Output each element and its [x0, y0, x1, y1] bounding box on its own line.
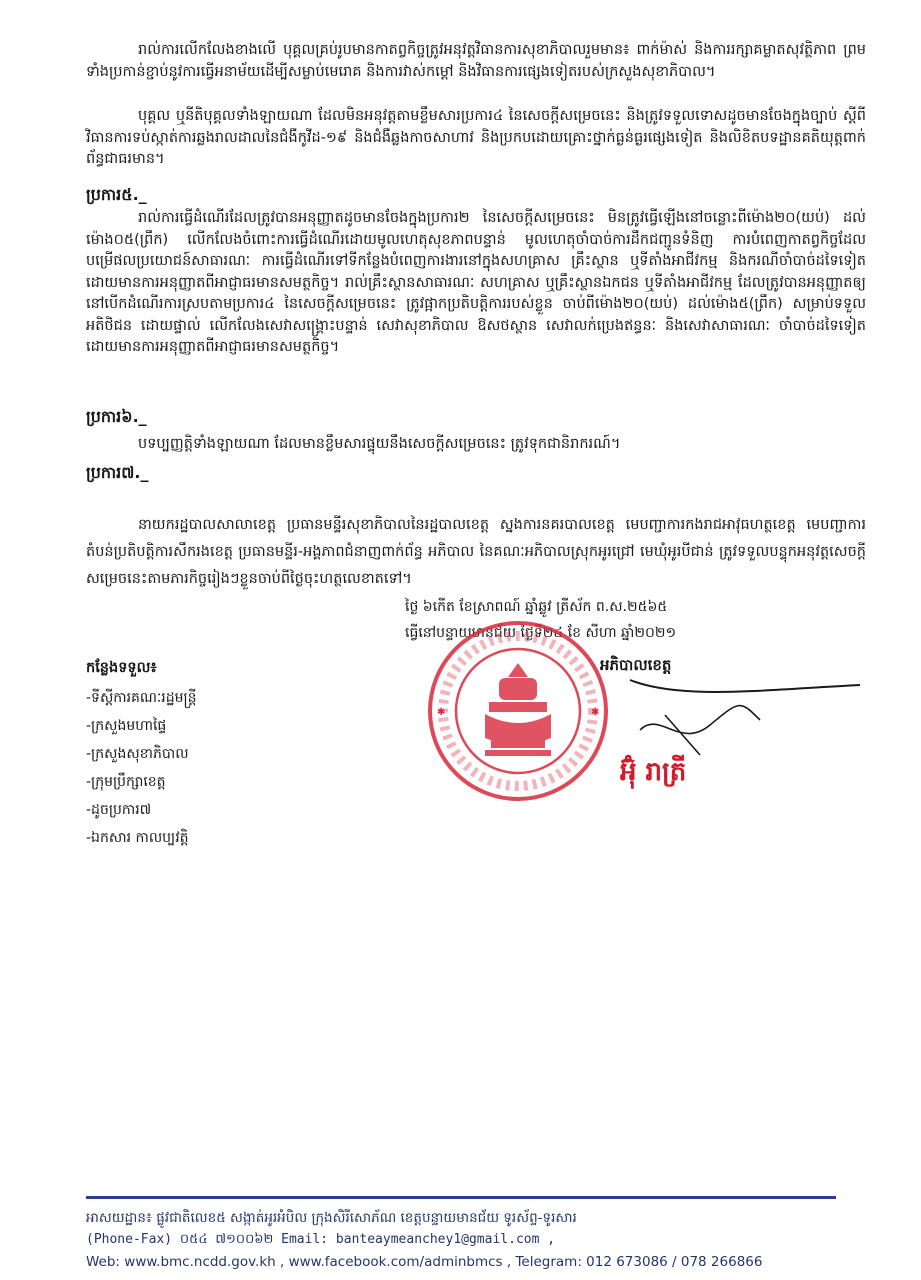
official-seal-icon — [425, 618, 611, 804]
svg-text:✱: ✱ — [591, 707, 600, 718]
recipient-item: -ឯកសារ កាលប្បវត្តិ — [86, 830, 189, 846]
footer-address: អាសយដ្ឋាន៖ ផ្លូវជាតិលេខ៥ សង្កាត់អូរអំបិល ក្រុងសិរីសោភ័ណ ខេត្តបន្ទាយមានជ័យ ទូរស័ព្ទ-ទូរសារ — [86, 1210, 577, 1226]
recipients-title: កន្លែងទទួល៖ — [86, 660, 157, 676]
footer-web: Web: www.bmc.ncdd.gov.kh , www.facebook.com/adminbmcs , Telegram: 012 673086 / 078 266866 — [86, 1254, 763, 1270]
footer-divider — [86, 1196, 836, 1199]
governor-name: អ៊ុំ រាត្រី — [620, 757, 687, 787]
recipient-item: -ក្រុមប្រឹក្សាខេត្ត — [86, 774, 166, 790]
paragraph-article-7 — [86, 512, 866, 593]
paragraph-penalties-text: បុគ្គល ឬនីតិបុគ្គលទាំងឡាយណា ដែលមិនអនុវត្តតាមខ្លឹមសារប្រការ៤ នៃសេចក្តីសម្រេចនេះ និងត្រូវទទួលទោសដូចមានចែងក្នុងច្បាប់ ស្តីពីវិធានការទប់ស្កាត់ការឆ្លងរាលដាលនៃជំងឺកូវីដ-១៩ និងជំងឺឆ្លងកាចសាហាវ និងប្រកបដោយគ្រោះថ្នាក់ធ្ងន់ធ្ងរផ្សេងទៀត និងលិខិតបទដ្ឋានគតិយុត្តពាក់ព័ន្ធជាធរមាន។ — [86, 108, 866, 167]
paragraph-precautions — [86, 40, 866, 83]
footer-contact: (Phone-Fax) ០៥៤ ៧១០០៦២ Email: banteaymeanchey1@gmail.com , — [86, 1232, 556, 1247]
recipient-item: -ក្រសួងសុខាភិបាល — [86, 746, 189, 762]
paragraph-article-6-text: បទប្បញ្ញត្តិទាំងឡាយណា ដែលមានខ្លឹមសារផ្ទុយនឹងសេចក្តីសម្រេចនេះ ត្រូវទុកជានិរាករណ៍។ — [138, 436, 621, 452]
solar-date: ធ្វើនៅបន្ទាយមានជ័យ ថ្ងៃទី២៤ ខែ សីហា ឆ្នាំ២០២១ — [405, 625, 677, 641]
lunar-date: ថ្ងៃ​ ៦កើត ខែស្រាពណ៍ ឆ្នាំឆ្លូវ ត្រីស័ក ព.ស.២៥៦៥ — [405, 599, 668, 615]
svg-text:✱: ✱ — [437, 707, 446, 718]
recipient-item: -ក្រសួងមហាផ្ទៃ — [86, 718, 167, 734]
heading-article-6: ប្រការ៦._ — [86, 407, 147, 426]
governor-title: អភិបាលខេត្ត — [600, 656, 672, 674]
signature-stroke-icon — [620, 670, 870, 760]
heading-article-7: ប្រការ៧._ — [86, 463, 149, 482]
heading-article-5: ប្រការ៥._ — [86, 185, 147, 204]
paragraph-precautions-text: រាល់ការលើកលែងខាងលើ បុគ្គលគ្រប់រូបមានកាតព្វកិច្ចត្រូវអនុវត្តវិធានការសុខាភិបាលរួមមាន៖ ពាក់ម៉ាស់ និងការរក្សាគម្លាតសុវត្ថិភាព ព្រមទាំងប្រកាន់ខ្ជាប់នូវការធ្វើអនាម័យដើម្បីសម្លាប់មេរោគ និងការវាស់កម្ដៅ និងវិធានការផ្សេងទៀតរបស់ក្រសួងសុខាភិបាល។ — [86, 42, 866, 80]
paragraph-penalties — [86, 106, 866, 171]
paragraph-article-7-text: នាយករដ្ឋបាលសាលាខេត្ត ប្រធានមន្ទីរសុខាភិបាលនៃរដ្ឋបាលខេត្ត ស្នងការនគរបាលខេត្ត មេបញ្ជាការកងរាជអាវុធហត្ថខេត្ត មេបញ្ជាការតំបន់ប្រតិបត្តិការសឹករងខេត្ត ប្រធានមន្ទីរ-អង្គភាពជំនាញពាក់ព័ន្ធ អភិបាល នៃគណៈអភិបាលស្រុកអូរជ្រៅ មេឃុំអូរបីជាន់ ត្រូវទទួលបន្ទុកអនុវត្តសេចក្តីសម្រេចនេះតាមភារកិច្ចរៀងៗខ្លួនចាប់ពីថ្ងៃចុះហត្ថលេខាតទៅ។ — [86, 517, 866, 587]
paragraph-article-6 — [86, 434, 866, 456]
recipient-item: -ទីស្តីការគណៈរដ្ឋមន្ត្រី — [86, 690, 197, 706]
recipient-item: -ដូចប្រការ៧ — [86, 802, 152, 818]
paragraph-article-5 — [86, 208, 866, 359]
paragraph-article-5-text: រាល់ការធ្វើដំណើរដែលត្រូវបានអនុញ្ញាតដូចមានចែងក្នុងប្រការ២ នៃសេចក្តីសម្រេចនេះ មិនត្រូវធ្វើឡើងនៅចន្លោះពីម៉ោង២០(យប់) ដល់ម៉ោង០៥(ព្រឹក) លើកលែងចំពោះការធ្វើដំណើរដោយមូលហេតុសុខភាពបន្ទាន់ មូលហេតុចាំបាច់ការដឹកជញ្ជូនទំនិញ ការបំពេញកាតព្វកិច្ចដែលបម្រើផលប្រយោជន៍សាធារណៈ ការធ្វើដំណើរទៅទីកន្លែងបំពេញការងារនៅក្នុងសហគ្រាស គ្រឹះស្ថាន ឬទីតាំងអាជីវកម្ម និងករណីចាំបាច់ដទៃទៀតដោយមានការអនុញ្ញាតពីអាជ្ញាធរមានសមត្ថកិច្ច។ រាល់គ្រឹះស្ថានសាធារណៈ សហគ្រាស ឬគ្រឹះស្ថានឯកជន ឬទីតាំងអាជីវកម្ម ដែលត្រូវបានអនុញ្ញាតឲ្យនៅបើកដំណើរការស្របតាមប្រការ៤ នៃសេចក្តីសម្រេចនេះ ត្រូវផ្អាកប្រតិបត្តិការរបស់ខ្លួន ចាប់ពីម៉ោង២០(យប់) ដល់ម៉ោង៥(ព្រឹក) សម្រាប់ទទួលអតិថិជន ដោយផ្ទាល់ លើកលែងសេវាសង្គ្រោះបន្ទាន់ សេវាសុខាភិបាល ឱសថស្ថាន សេវាលក់ប្រេងឥន្ធនៈ និងសេវាសាធារណៈ ចាំបាច់ដទៃទៀត ដោយមានការអនុញ្ញាតពីអាជ្ញាធរមានសមត្ថកិច្ច។ — [86, 210, 866, 355]
